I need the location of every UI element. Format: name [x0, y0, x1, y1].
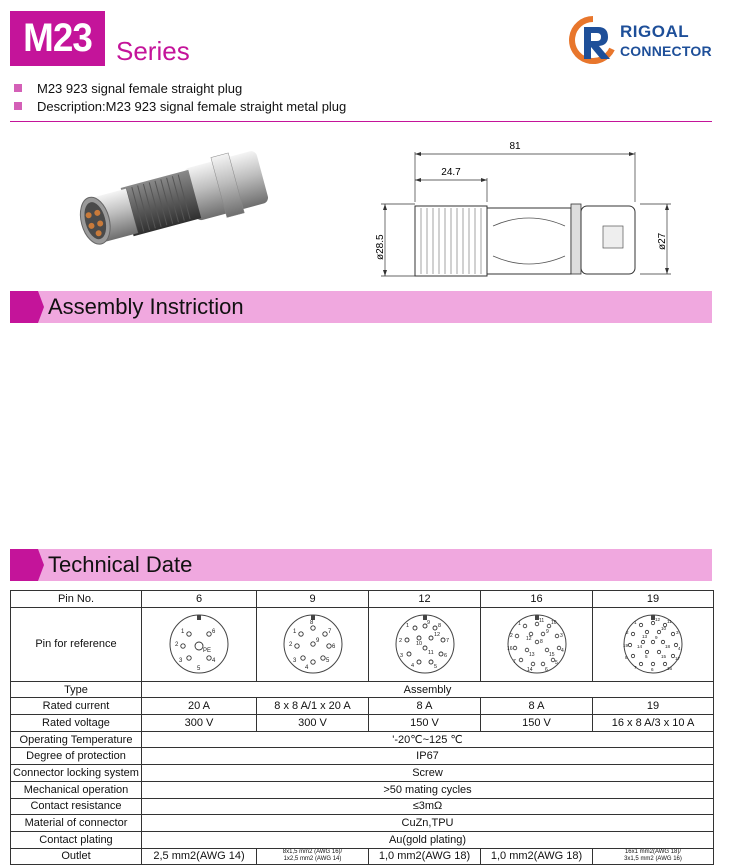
cell: >50 mating cycles — [142, 781, 714, 798]
pin-label: 3 — [179, 658, 183, 665]
row-label: Type — [11, 681, 142, 698]
cell: 300 V — [257, 715, 369, 732]
cell: Assembly — [142, 681, 714, 698]
product-title: M23 923 signal female straight plug — [37, 81, 243, 96]
pin-label: 7 — [512, 659, 516, 666]
pin-label: 10 — [661, 626, 667, 632]
pin-label: 4 — [678, 646, 681, 652]
technical-heading: Technical Date — [48, 552, 193, 577]
cell: ≤3mΩ — [142, 798, 714, 815]
pin-label: 16 — [506, 646, 513, 653]
row-label: Material of connector — [11, 815, 142, 832]
pin-label: 3 — [292, 658, 296, 665]
pin-label: 2 — [175, 642, 179, 649]
pin-label: 10 — [550, 620, 557, 627]
table-row — [11, 731, 714, 748]
pin-label: 12 — [525, 636, 532, 643]
pin-label: 8 — [539, 639, 543, 646]
pin-label: 1 — [405, 623, 409, 630]
pin-label: 6 — [544, 667, 548, 674]
cell-line: 1x2,5 mm2 (AWG 14) — [283, 856, 342, 863]
cell: 6 — [142, 591, 257, 608]
row-label: Pin No. — [11, 591, 142, 608]
dim-diameter-right: ø27 — [657, 232, 668, 250]
pin-label: 7 — [445, 638, 449, 645]
row-label: Connector locking system — [11, 765, 142, 782]
row-label: Mechanical operation — [11, 781, 142, 798]
pin-label: 2 — [509, 633, 513, 640]
cell: 16 — [481, 591, 593, 608]
cell: 150 V — [369, 715, 481, 732]
pin-label: 4 — [304, 665, 308, 672]
pin-label: 12 — [655, 617, 661, 623]
cell-line: 3x1,5 mm2 (AWG 16) — [624, 856, 682, 863]
pin-label: 1 — [634, 620, 637, 626]
cell: 300 V — [142, 715, 257, 732]
pin-label: 3 — [676, 630, 679, 636]
table-row — [11, 848, 714, 865]
cell: Screw — [142, 765, 714, 782]
pin-label: 15 — [548, 652, 555, 659]
pin-label: 2 — [398, 638, 402, 645]
row-label: Contact plating — [11, 831, 142, 848]
cell: IP67 — [142, 748, 714, 765]
pin-label: 11 — [538, 618, 544, 625]
table-row — [11, 748, 714, 765]
assembly-heading: Assembly Instriction — [48, 294, 244, 319]
pin-diagram-16 — [505, 612, 569, 676]
cell: 8 A — [369, 698, 481, 715]
row-label: Pin for reference — [11, 607, 142, 681]
pin-label: 5 — [433, 664, 437, 671]
cell: 19 — [593, 591, 714, 608]
row-label: Operating Temperature — [11, 731, 142, 748]
header-divider — [10, 121, 712, 122]
table-row — [11, 765, 714, 782]
pin-label: 8 — [437, 623, 441, 630]
pin-label: 17 — [675, 656, 681, 662]
pin-label: 9 — [315, 638, 319, 645]
cell: 2,5 mm2(AWG 14) — [142, 848, 257, 865]
table-row — [11, 715, 714, 732]
pin-label: 12 — [433, 632, 440, 639]
row-label: Degree of protection — [11, 748, 142, 765]
technical-table — [10, 590, 714, 865]
cell-line: 16x1 mm2(AWG 18)/ — [624, 849, 682, 856]
pin-label: 8 — [309, 620, 313, 627]
row-label: Rated current — [11, 698, 142, 715]
bullet-marker — [14, 84, 22, 92]
pin-diagram-9 — [281, 612, 345, 676]
cell — [257, 848, 369, 865]
dim-total-length: 81 — [509, 141, 521, 152]
product-description: Description:M23 923 signal female straight metal plug — [37, 99, 347, 114]
pin-label: 7 — [327, 629, 331, 636]
pin-label: 3 — [399, 653, 403, 660]
pin-label: 1 — [181, 629, 185, 636]
pin-label: 9 — [655, 635, 658, 641]
pin-label: 6 — [443, 653, 447, 660]
pin-label: 2 — [626, 630, 629, 636]
dim-diameter-left: ø28.5 — [375, 234, 386, 260]
cell: CuZn,TPU — [142, 815, 714, 832]
cell: 9 — [257, 591, 369, 608]
pin-label: 6 — [651, 667, 654, 673]
table-row — [11, 798, 714, 815]
pin-label: 14 — [526, 667, 533, 674]
cell: 8 A — [481, 698, 593, 715]
cell: 1,0 mm2(AWG 18) — [481, 848, 593, 865]
table-row — [11, 681, 714, 698]
pin-label: 4 — [560, 648, 564, 655]
cell: 19 — [593, 698, 714, 715]
table-row — [11, 781, 714, 798]
cell: '-20℃~125 ℃ — [142, 731, 714, 748]
table-row — [11, 591, 714, 608]
pin-label: 8 — [625, 655, 628, 661]
pin-label: 6 — [331, 644, 335, 651]
table-row — [11, 607, 714, 681]
pin-label: 2 — [288, 642, 292, 649]
pin-diagram-6 — [167, 612, 231, 676]
cell-line: 8x1,5 mm2 (AWG 16)/ — [282, 849, 343, 856]
pin-label: 5 — [645, 654, 648, 660]
pin-label: PE — [203, 648, 212, 655]
pin-label: 4 — [410, 663, 414, 670]
pin-label: 7 — [634, 665, 637, 671]
cell: 8 x 8 A/1 x 20 A — [257, 698, 369, 715]
logo-text-rigoal: RIGOAL — [620, 22, 690, 41]
cell: Au(gold plating) — [142, 831, 714, 848]
cell: 16 x 8 A/3 x 10 A — [593, 715, 714, 732]
pin-label: 5 — [197, 666, 201, 673]
model-title: M23 — [23, 16, 92, 60]
pin-label: 11 — [427, 650, 434, 657]
pin-label: 6 — [212, 629, 216, 636]
pin-label: 9 — [545, 629, 549, 636]
pin-label: 19 — [623, 643, 629, 649]
pin-label: 15 — [661, 654, 667, 660]
table-row — [11, 698, 714, 715]
table-row — [11, 815, 714, 832]
dim-nut-length: 24.7 — [441, 167, 461, 178]
row-label: Contact resistance — [11, 798, 142, 815]
dimension-drawing — [375, 138, 675, 283]
pin-label: 10 — [415, 641, 422, 648]
pin-label: 11 — [667, 619, 672, 625]
pin-diagram-12 — [393, 612, 457, 676]
pin-label: 16 — [667, 666, 673, 672]
pin-label: 9 — [426, 620, 430, 627]
cell: 1,0 mm2(AWG 18) — [369, 848, 481, 865]
row-label: Outlet — [11, 848, 142, 865]
cell: 12 — [369, 591, 481, 608]
pin-label: 3 — [559, 633, 563, 640]
table-row — [11, 831, 714, 848]
cell: 20 A — [142, 698, 257, 715]
bullet-marker — [14, 102, 22, 110]
pin-label: 5 — [325, 658, 329, 665]
series-label: Series — [116, 36, 190, 66]
pin-label: 5 — [554, 660, 558, 667]
logo-text-connector: CONNECTOR — [620, 43, 712, 59]
cell — [593, 848, 714, 865]
product-photo — [72, 150, 282, 260]
pin-label: 1 — [292, 629, 296, 636]
pin-label: 13 — [528, 652, 535, 659]
pin-label: 18 — [665, 644, 671, 650]
pin-label: 1 — [517, 621, 521, 628]
rigoal-logo-icon — [568, 15, 618, 65]
pin-diagram-19 — [621, 612, 685, 676]
pin-label: 4 — [212, 658, 216, 665]
pin-label: 14 — [637, 644, 643, 650]
cell: 150 V — [481, 715, 593, 732]
pin-label: 13 — [642, 634, 648, 640]
row-label: Rated voltage — [11, 715, 142, 732]
